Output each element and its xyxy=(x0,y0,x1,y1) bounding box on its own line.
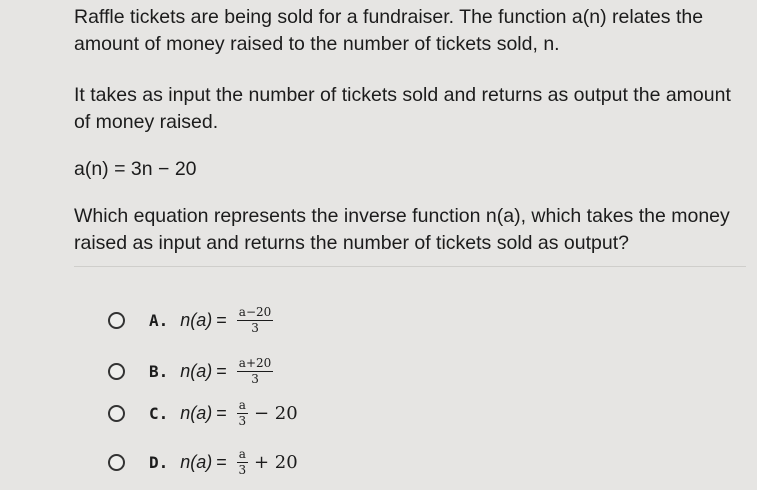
fraction-numerator: a xyxy=(238,397,246,412)
equals-sign: = xyxy=(216,402,227,423)
fraction-numerator: a−20 xyxy=(238,304,272,319)
radio-button[interactable] xyxy=(108,363,125,380)
prompt-line-2: raised as input and returns the number of tickets sold as output? xyxy=(74,232,629,254)
question-description xyxy=(74,82,746,136)
fraction-denominator: 3 xyxy=(251,320,259,335)
fraction-denominator: 3 xyxy=(251,371,259,386)
question-intro xyxy=(74,4,746,58)
choice-lhs: n(a) xyxy=(180,402,213,423)
radio-button[interactable] xyxy=(108,405,125,422)
fraction xyxy=(237,357,273,386)
choice-d[interactable] xyxy=(108,442,298,482)
fraction xyxy=(237,448,248,477)
intro-line-2: amount of money raised to the number of tickets sold, n. xyxy=(74,33,560,55)
choice-lhs: n(a) xyxy=(180,451,213,472)
fraction-numerator: a+20 xyxy=(238,355,272,370)
fraction-denominator: 3 xyxy=(238,413,247,428)
fraction xyxy=(237,399,248,428)
equals-sign: = xyxy=(216,451,227,472)
choice-letter: A. xyxy=(149,310,169,330)
equals-sign: = xyxy=(216,309,227,330)
intro-line-1: Raffle tickets are being sold for a fundraiser. The function a(n) relates the xyxy=(74,6,704,28)
radio-button[interactable] xyxy=(108,312,125,329)
choice-b[interactable] xyxy=(108,351,279,391)
radio-button[interactable] xyxy=(108,454,125,471)
fraction-denominator: 3 xyxy=(238,462,247,477)
function-definition: a(n) = 3n − 20 xyxy=(74,158,197,180)
choice-tail: − 20 xyxy=(253,402,298,424)
equals-sign: = xyxy=(216,360,227,381)
choice-letter: B. xyxy=(149,361,169,381)
choice-c[interactable] xyxy=(108,393,298,433)
choice-a[interactable] xyxy=(108,300,279,340)
choice-lhs: n(a) xyxy=(180,309,213,330)
description-line-1: It takes as input the number of tickets sold and returns as output the amount xyxy=(74,84,731,106)
choice-letter: D. xyxy=(149,452,169,472)
divider xyxy=(74,266,746,267)
choice-tail: + 20 xyxy=(253,451,298,473)
prompt-line-1: Which equation represents the inverse function n(a), which takes the money xyxy=(74,205,730,227)
question-text xyxy=(74,4,746,257)
fraction xyxy=(237,306,273,335)
choice-letter: C. xyxy=(149,403,169,423)
choice-lhs: n(a) xyxy=(180,360,213,381)
fraction-numerator: a xyxy=(238,446,246,461)
question-prompt xyxy=(74,203,746,257)
description-line-2: of money raised. xyxy=(74,111,219,133)
